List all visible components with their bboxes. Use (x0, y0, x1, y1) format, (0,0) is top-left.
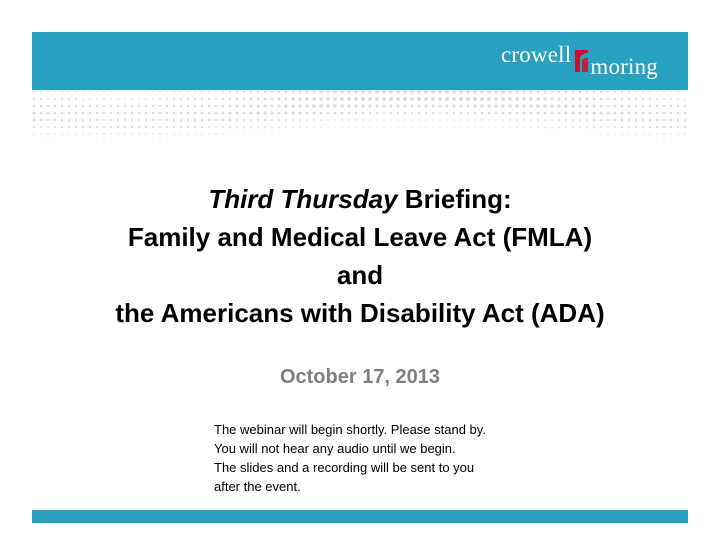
notice-line: after the event. (214, 479, 301, 494)
title-line-2: Family and Medical Leave Act (FMLA) (127, 222, 593, 252)
logo-word-crowell: crowell (500, 42, 572, 67)
webinar-notice (214, 420, 544, 496)
title-line-3: and (336, 260, 384, 290)
notice-line: The slides and a recording will be sent to you (214, 460, 475, 475)
title-line-1 (32, 180, 688, 218)
header-band (32, 32, 688, 90)
title-line-4: the Americans with Disability Act (ADA) (115, 298, 605, 328)
logo-word-moring: moring (590, 54, 658, 79)
logo-mark-icon (573, 48, 589, 74)
slide-title (32, 180, 688, 332)
footer-band (32, 510, 688, 523)
notice-line: The webinar will begin shortly. Please stand by. (214, 422, 486, 437)
title-rest-part: Briefing: (397, 184, 512, 214)
event-date: October 17, 2013 (279, 366, 441, 388)
crowell-moring-logo (501, 42, 658, 80)
title-italic-part: Third Thursday (208, 184, 398, 214)
notice-line: You will not hear any audio until we begin. (214, 441, 456, 456)
decorative-dot-pattern (32, 90, 688, 170)
